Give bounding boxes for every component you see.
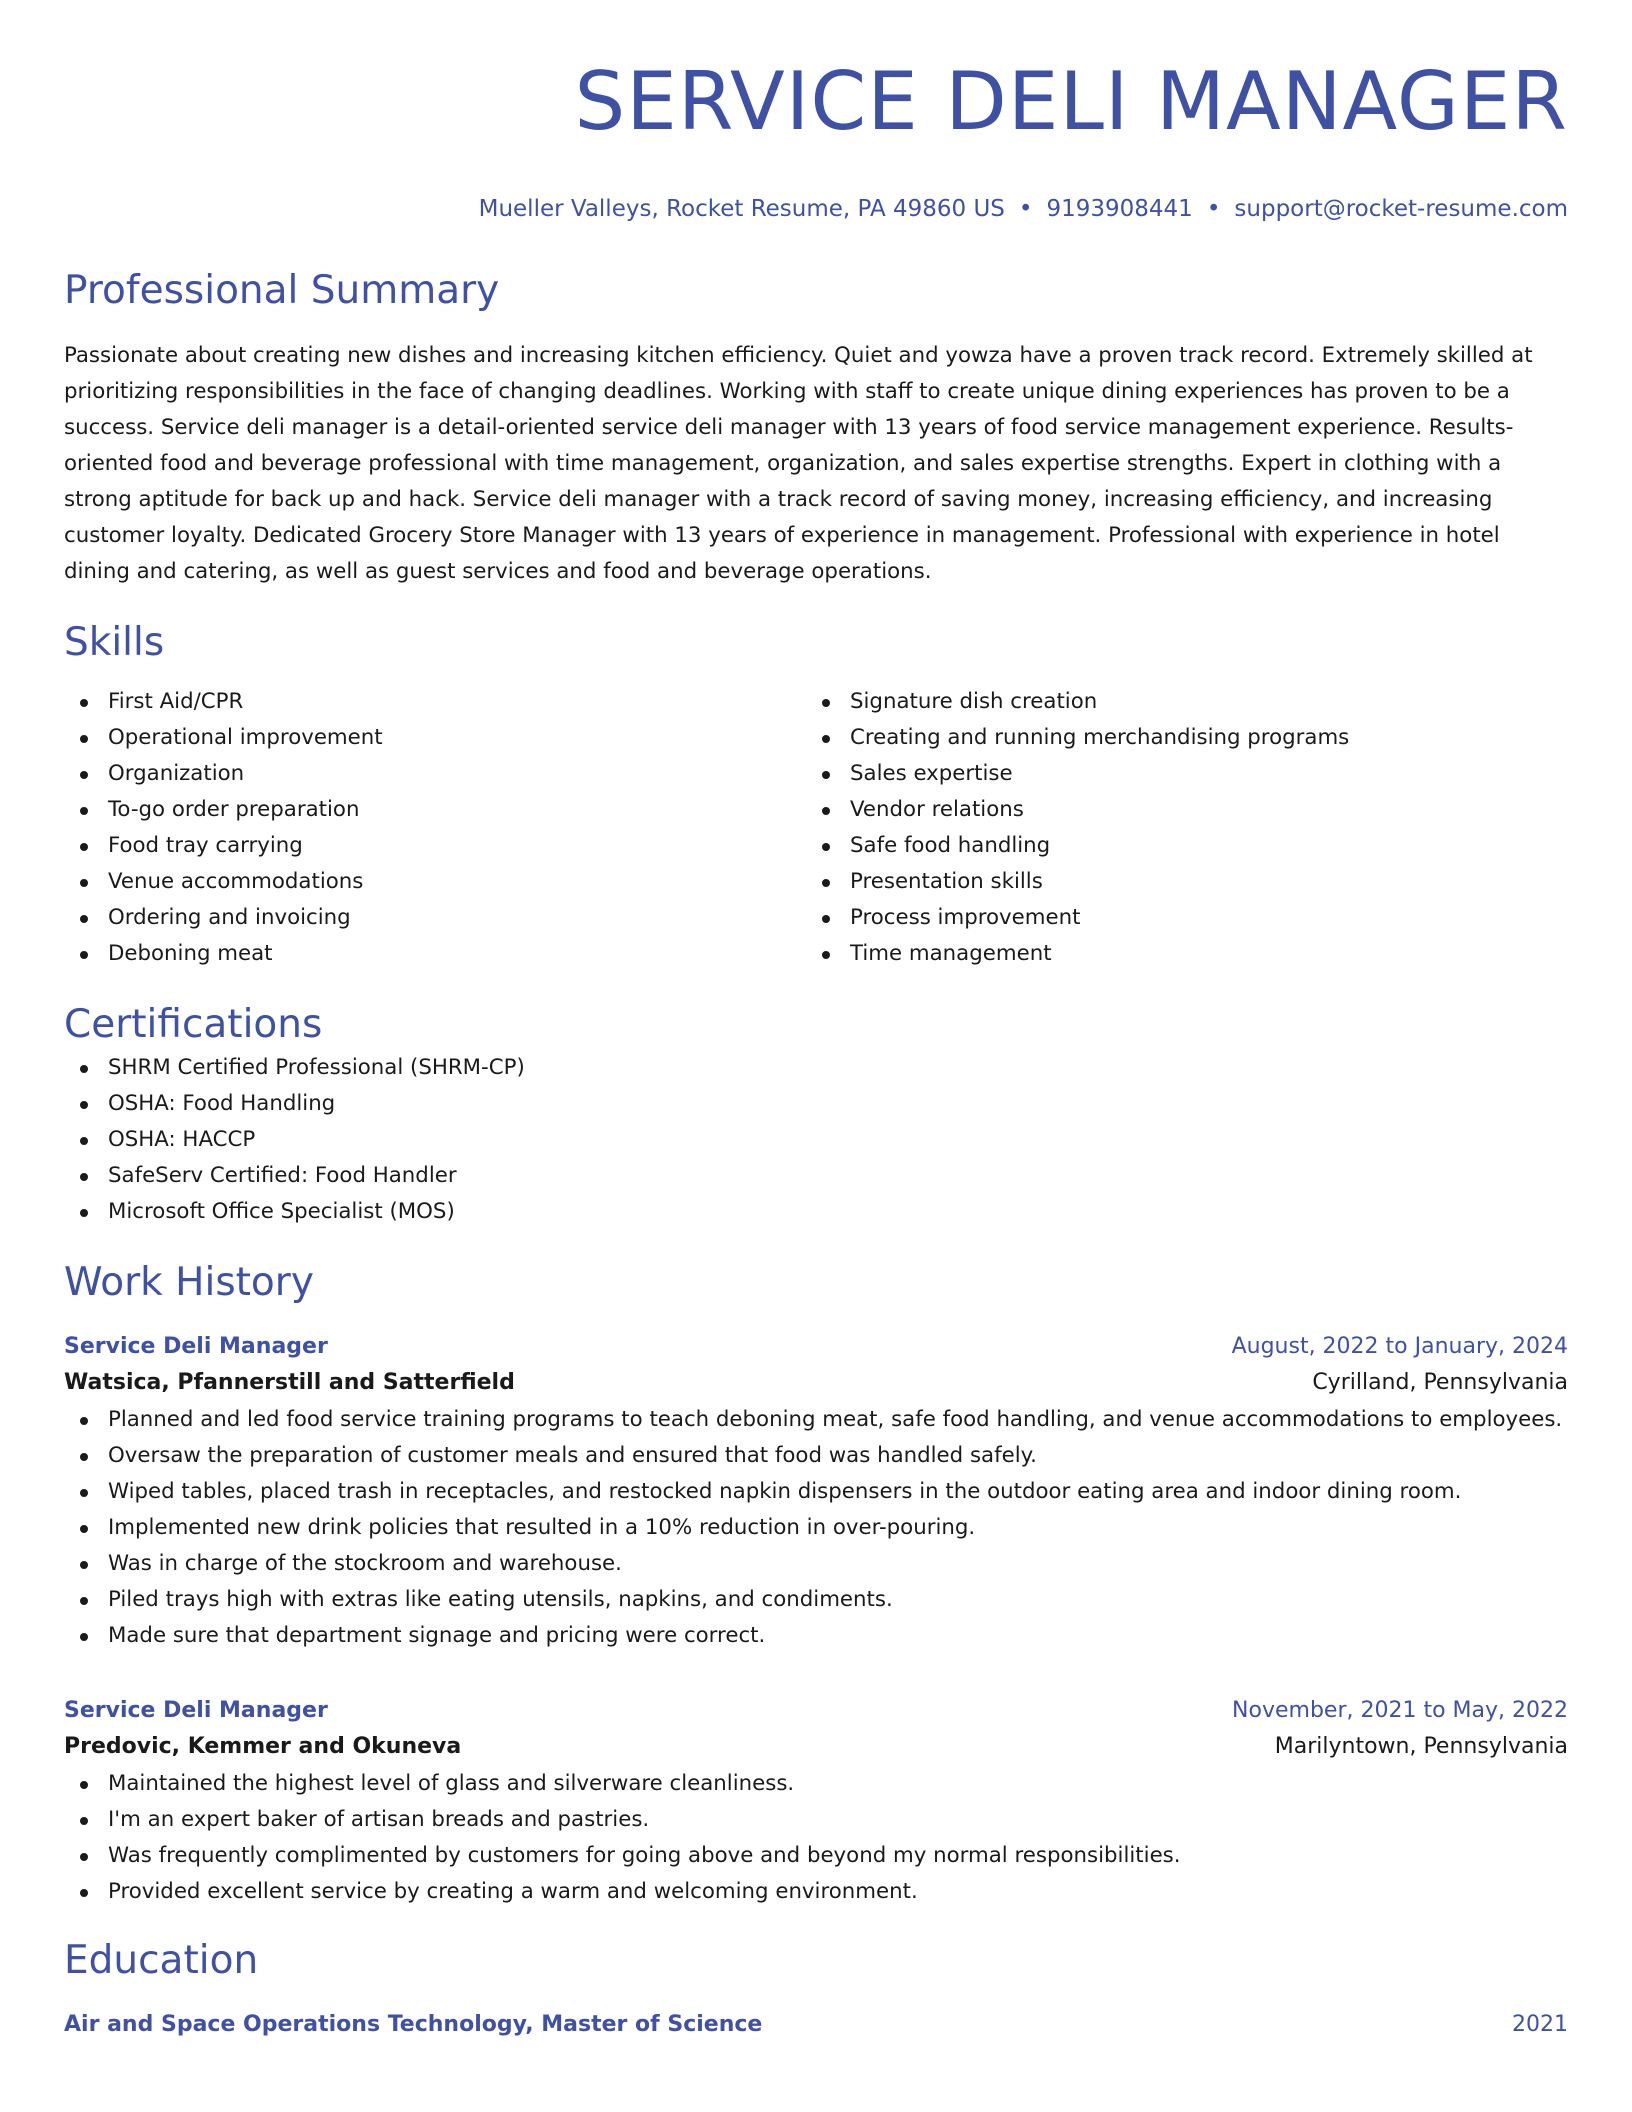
skill-item: First Aid/CPR (108, 684, 806, 720)
job-bullet: Wiped tables, placed trash in receptacles, and restocked napkin dispensers in the outdoor eating area and indoor dining room. (108, 1474, 1568, 1510)
job-bullet: Piled trays high with extras like eating utensils, napkins, and condiments. (108, 1582, 1568, 1618)
job-bullet: Oversaw the preparation of customer meals and ensured that food was handled safely. (108, 1438, 1568, 1474)
skill-item: Safe food handling (850, 828, 1548, 864)
certifications-heading: Certifications (64, 1002, 323, 1047)
job-location: Marilyntown, Pennsylvania (1274, 1734, 1568, 1759)
job-company: Watsica, Pfannerstill and Satterfield (64, 1370, 515, 1395)
skills-columns (64, 684, 1568, 972)
skill-item: Operational improvement (108, 720, 806, 756)
summary-heading: Professional Summary (64, 268, 500, 313)
skill-item: Deboning meat (108, 936, 806, 972)
job-bullet: Was frequently complimented by customers for going above and beyond my normal responsibilities. (108, 1838, 1568, 1874)
skill-item: Process improvement (850, 900, 1548, 936)
skill-item: Organization (108, 756, 806, 792)
certifications-list (64, 1050, 1568, 1230)
job-bullets (64, 1402, 1568, 1654)
job-bullet: Planned and led food service training programs to teach deboning meat, safe food handling, and venue accommodations to employees. (108, 1402, 1568, 1438)
job-title: Service Deli Manager (64, 1698, 328, 1723)
job-bullet: Made sure that department signage and pricing were correct. (108, 1618, 1568, 1654)
skill-item: Vendor relations (850, 792, 1548, 828)
job-header-row (64, 1694, 1568, 1728)
contact-address: Mueller Valleys, Rocket Resume, PA 49860 US (478, 196, 1005, 222)
education-row (64, 2008, 1568, 2042)
job-bullet: I'm an expert baker of artisan breads and pastries. (108, 1802, 1568, 1838)
job-company-row (64, 1728, 1568, 1766)
contact-email: support@rocket-resume.com (1234, 196, 1568, 222)
skill-item: Ordering and invoicing (108, 900, 806, 936)
contact-phone: 9193908441 (1046, 196, 1193, 222)
job-dates: August, 2022 to January, 2024 (1231, 1334, 1568, 1359)
certification-item: SHRM Certified Professional (SHRM-CP) (108, 1050, 1568, 1086)
certification-item: Microsoft Office Specialist (MOS) (108, 1194, 1568, 1230)
skill-item: Food tray carrying (108, 828, 806, 864)
job-bullet: Was in charge of the stockroom and warehouse. (108, 1546, 1568, 1582)
job-company: Predovic, Kemmer and Okuneva (64, 1734, 462, 1759)
skill-item: To-go order preparation (108, 792, 806, 828)
work-history-heading: Work History (64, 1260, 314, 1305)
job-title: Service Deli Manager (64, 1334, 328, 1359)
skills-left-list (64, 684, 806, 972)
job-header-row (64, 1330, 1568, 1364)
contact-line (64, 194, 1568, 224)
job-entry (64, 1330, 1568, 1654)
job-entry (64, 1694, 1568, 1910)
skill-item: Presentation skills (850, 864, 1548, 900)
skill-item: Sales expertise (850, 756, 1548, 792)
skills-right-column (806, 684, 1548, 972)
job-bullets (64, 1766, 1568, 1910)
contact-separator: • (1018, 196, 1033, 222)
skill-item: Time management (850, 936, 1548, 972)
skill-item: Venue accommodations (108, 864, 806, 900)
job-location: Cyrilland, Pennsylvania (1312, 1370, 1568, 1395)
job-bullet: Implemented new drink policies that resulted in a 10% reduction in over-pouring. (108, 1510, 1568, 1546)
job-bullet: Provided excellent service by creating a warm and welcoming environment. (108, 1874, 1568, 1910)
skill-item: Signature dish creation (850, 684, 1548, 720)
resume-page (64, 0, 1568, 2042)
job-dates: November, 2021 to May, 2022 (1232, 1698, 1568, 1723)
certification-item: SafeServ Certified: Food Handler (108, 1158, 1568, 1194)
education-degree: Air and Space Operations Technology, Master of Science (64, 2012, 763, 2037)
job-bullet: Maintained the highest level of glass and silverware cleanliness. (108, 1766, 1568, 1802)
education-heading: Education (64, 1938, 259, 1983)
skills-right-list (806, 684, 1548, 972)
education-year: 2021 (1512, 2012, 1568, 2037)
skill-item: Creating and running merchandising programs (850, 720, 1548, 756)
skills-heading: Skills (64, 620, 165, 665)
contact-separator: • (1206, 196, 1221, 222)
skills-left-column (64, 684, 806, 972)
summary-text: Passionate about creating new dishes and increasing kitchen efficiency. Quiet and yowza have a proven track record. Extremely skilled at prioritizing responsibilities in the face of changing deadlines. Working with staff to create unique dining experiences has proven to be a success. Service deli manager is a detail-oriented service deli manager with 13 years of food service management experience. Results-oriented food and beverage professional with time management, organization, and sales expertise strengths. Expert in clothing with a strong aptitude for back up and hack. Service deli manager with a track record of saving money, increasing efficiency, and increasing customer loyalty. Dedicated Grocery Store Manager with 13 years of experience in management. Professional with experience in hotel dining and catering, as well as guest services and food and beverage operations. (64, 343, 1533, 584)
job-company-row (64, 1364, 1568, 1402)
certification-item: OSHA: Food Handling (108, 1086, 1568, 1122)
certification-item: OSHA: HACCP (108, 1122, 1568, 1158)
resume-name: SERVICE DELI MANAGER (574, 55, 1568, 148)
